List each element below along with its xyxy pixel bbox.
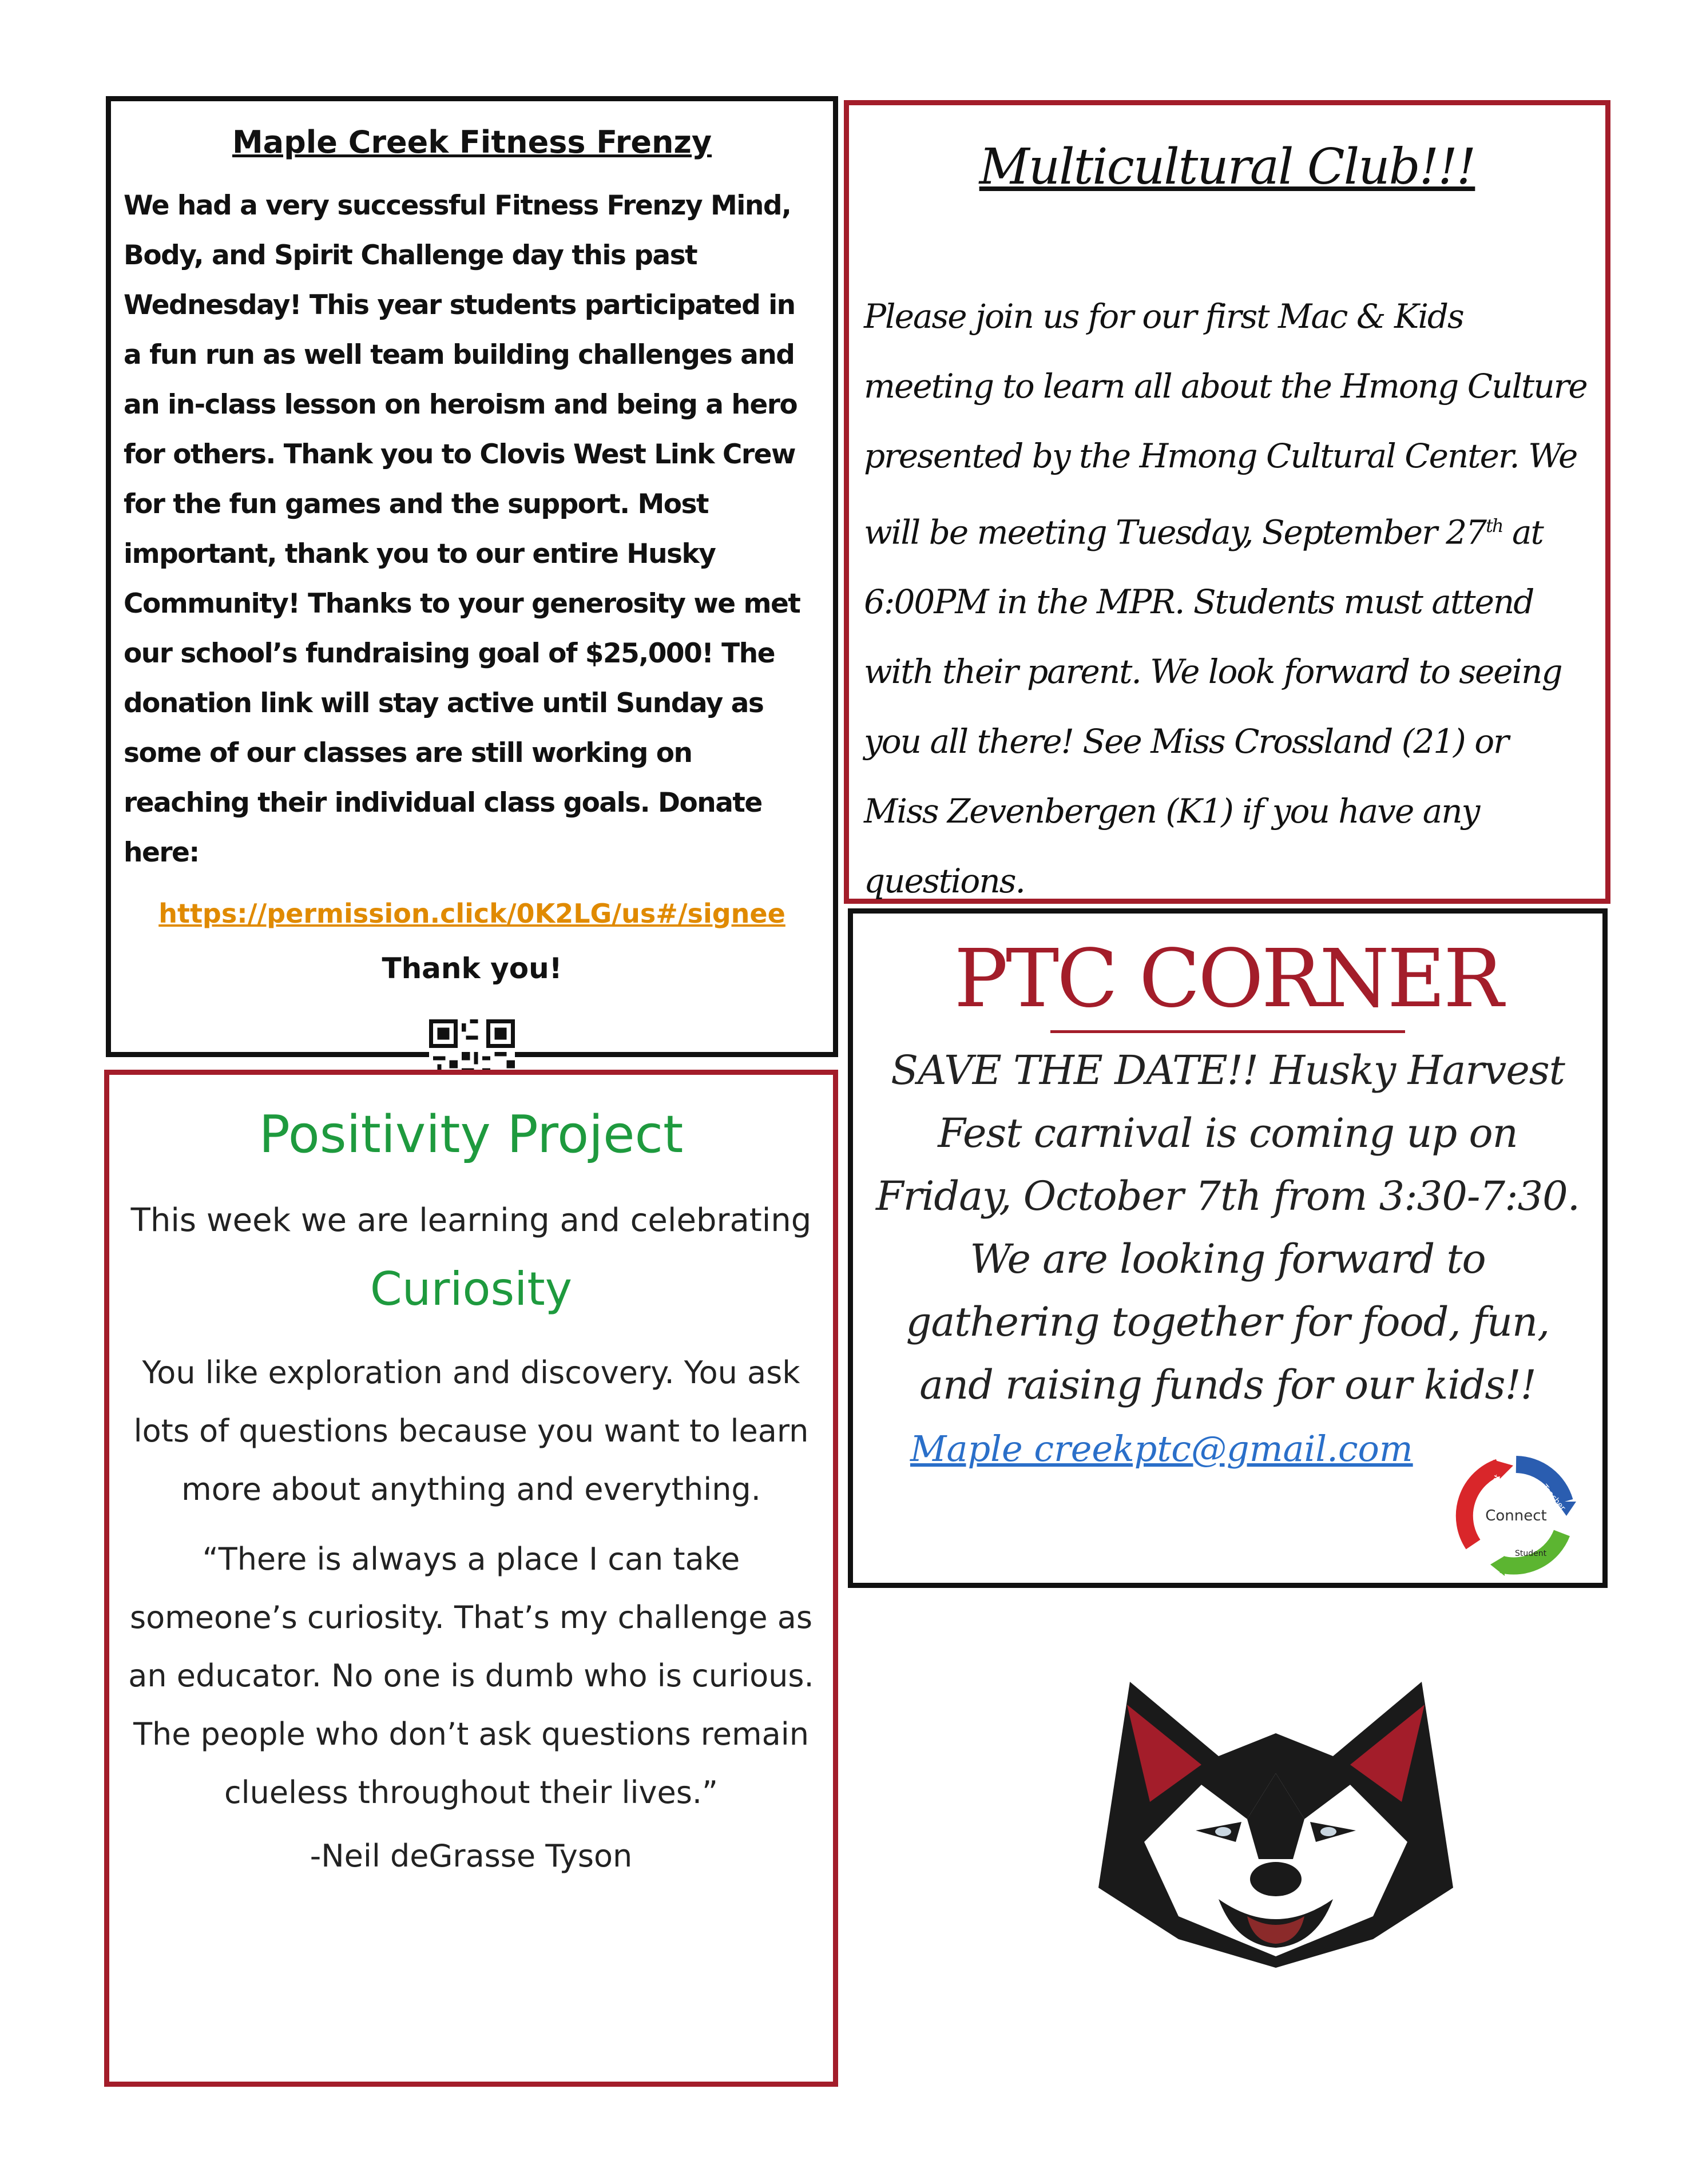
connect-logo-icon [1447, 1447, 1585, 1585]
positivity-trait: Curiosity [370, 1262, 573, 1316]
positivity-title: Positivity Project [259, 1105, 684, 1165]
fitness-title: Maple Creek Fitness Frenzy [232, 124, 712, 160]
svg-text:Student: Student [1515, 1549, 1547, 1558]
positivity-description: You like exploration and discovery. You ask lots of questions because you want to learn more about anything and everything. [133, 1355, 809, 1507]
thank-you-text: Thank you! [382, 952, 562, 985]
svg-text:Connect: Connect [1485, 1507, 1547, 1524]
positivity-author: -Neil deGrasse Tyson [310, 1838, 633, 1874]
husky-mascot-icon [1076, 1670, 1476, 1968]
multicultural-title: Multicultural Club!!! [979, 138, 1475, 196]
ptc-title-underline [1050, 1030, 1405, 1033]
multicultural-body: Please join us for our first Mac & Kids meeting to learn all about the Hmong Culture presented by the Hmong Cultural Center. We will be meeting Tuesday, September 27th at 6:00PM in the MPR. Students must attend with their parent. We look forward to seeing you all there! See Miss Crossland (21) or Miss Zevenbergen (K1) if you have any questions. [864, 297, 1587, 901]
ptc-body: SAVE THE DATE!! Husky Harvest Fest carnival is coming up on Friday, October 7th from 3:30-7:30. We are looking forward to gathering together for food, fun, and raising funds for our kids!! [876, 1047, 1580, 1408]
svg-text:Teacher: Teacher [1540, 1483, 1568, 1513]
multicultural-club-panel [844, 100, 1610, 904]
svg-text:Parent: Parent [1481, 1473, 1502, 1500]
ptc-title: PTC CORNER [954, 932, 1502, 1026]
positivity-quote: “There is always a place I can take someone’s curiosity. That’s my challenge as an educator. No one is dumb who is curious. The people who don’t ask questions remain clueless throughout their lives.” [128, 1541, 814, 1810]
positivity-project-panel [104, 1070, 838, 2087]
donation-link[interactable]: https://permission.click/0K2LG/us#/signee [158, 898, 785, 929]
fitness-body: We had a very successful Fitness Frenzy Mind, Body, and Spirit Challenge day this past Wednesday! This year students participated in a fun run as well team building challenges and an in-class lesson on heroism and being a hero for others. Thank you to Clovis West Link Crew for the fun games and the support. Most important, thank you to our entire Husky Community! Thanks to your generosity we met our school’s fundraising goal of $25,000! The donation link will stay active until Sunday as some of our classes are still working on reaching their individual class goals. Donate here: [124, 190, 800, 868]
ptc-email-link[interactable]: Maple creekptc@gmail.com [910, 1428, 1413, 1470]
fitness-frenzy-panel [106, 96, 838, 1057]
positivity-intro: This week we are learning and celebrating [130, 1202, 812, 1239]
